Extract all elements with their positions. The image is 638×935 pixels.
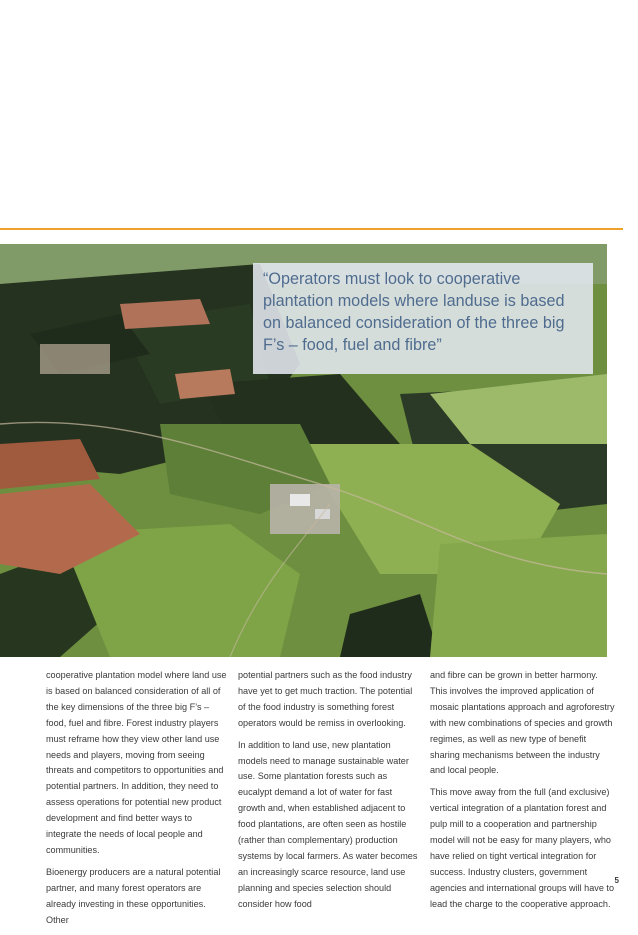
- paragraph: Bioenergy producers are a natural potential partner, and many forest operators are already investing in these opportunities. Other: [46, 866, 221, 925]
- text-column-3: [430, 668, 616, 919]
- accent-rule: [0, 228, 623, 230]
- pull-quote: [253, 263, 593, 374]
- text-column-2: [238, 668, 420, 919]
- text-column-1: [46, 668, 228, 935]
- paragraph: This move away from the full (and exclusive) vertical integration of a plantation forest and pulp mill to a cooperation and partnership model will not be easy for many players, who have relied on tight vertical integration for success. Industry clusters, government agencies and international groups will have to lead the charge to the cooperative approach.: [430, 787, 615, 909]
- paragraph: In addition to land use, new plantation models need to manage sustainable water use. Some plantation forests such as eucalypt demand a lot of water for fast growth and, when established adjacent to food plantations, are often seen as hostile (rather than complementary) production systems by local farmers. As water becomes an increasingly scarce resource, land use planning and species selection should consider how food: [238, 739, 418, 909]
- paragraph: cooperative plantation model where land use is based on balanced consideration of all of the key dimensions of the three big F’s – food, fuel and fibre. Forest industry players must reframe how they view other land use needs and players, moving from seeing threats and competitors to opportunities and potential partners. In addition, they need to assess operations for potential new product development and find better ways to integrate the needs of local people and communities.: [46, 670, 227, 855]
- pull-quote-text: “Operators must look to cooperative plantation models where landuse is based on balanced consideration of the three big F’s – food, fuel and fibre”: [263, 270, 565, 354]
- paragraph: potential partners such as the food industry have yet to get much traction. The potential of the food industry is something forest operators would be remiss in overlooking.: [238, 670, 413, 728]
- page-number: 5: [614, 876, 619, 885]
- paragraph: and fibre can be grown in better harmony. This involves the improved application of mosaic plantations approach and agroforestry with new combinations of species and growth regimes, as well as new type of benefit sharing mechanisms between the industry and local people.: [430, 670, 615, 776]
